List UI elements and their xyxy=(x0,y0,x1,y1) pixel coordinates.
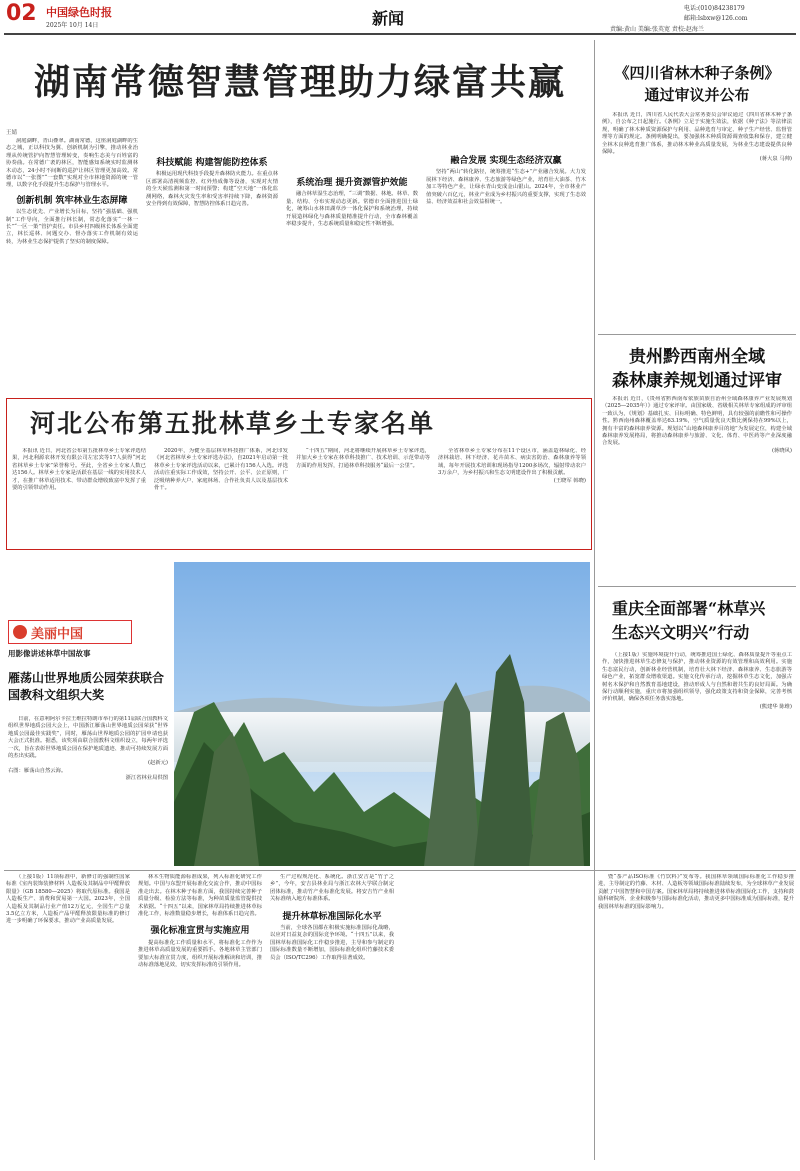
logo-mark-icon xyxy=(13,625,27,639)
guizhou-body: 本报讯 近日，《贵州省黔西南布依族苗族自治州全域森林康养产业发展规划（2025—2035年）》通过专家评审。由国家级、省级相关林草专家组成的评审组一致认为，《规划》基础扎实、目标明确、特色鲜明，具有较强的前瞻性和可操作性。黔西南州森林覆盖率达63.19%，空气质量优良天数比例保持在99%以上，拥有丰富的森林康养资源。规划以“山地森林康养目的地”为发展定位，构建全域森林康养发展格局，将推动森林康养与旅游、文化、体育、中医药等产业深度融合发展。 (蒋晓风) xyxy=(602,396,792,454)
main-col-4: 融合发展 实现生态经济双赢 坚持“两山”转化路径，统筹推进“生态+”产业融合发展。大力发展林下经济、森林康养、生态旅游等绿色产业，培育壮大油茶、竹木加工等特色产业，让绿水青山变成金山银山。2024年，全市林业产值突破六百亿元，林业产业成为乡村振兴的重要支撑，实现了生态效益、经济效益和社会效益相统一。 xyxy=(426,156,586,206)
yandang-mountain-photo xyxy=(174,562,590,866)
hebei-col-4: 全省林草乡土专家分布在11个设区市，涵盖造林绿化、经济林栽培、林下经济、花卉苗木、病虫害防治、森林康养等领域，每年开展技术培训和现场指导1200多场次，辐射带动农户3万余户，为乡村振兴和生态文明建设作出了积极贡献。 (王晓军 韩晓) xyxy=(438,448,586,484)
bottom-subhead-2: 提升林草标准国际化水平 xyxy=(282,911,382,922)
bottom-col-1: （上接1版）11项标准中，新修订的强制性国家标准《室内装饰装修材料 人造板及其制品中甲醛释放限量》（GB 18580—2025）将取代原标准。我国是人造板生产、消费和贸易第一大国。2023年，全国人造板及其制品行业产值12万亿元，全国生产总量3.5亿立方米，人造板产品甲醛释放限量标准的修订进一步明确了环保要求，推动产业高质量发展。 xyxy=(6,874,130,925)
sichuan-rule xyxy=(598,334,796,335)
chongqing-rule xyxy=(598,586,796,587)
main-byline: 王婧 xyxy=(6,130,18,136)
hebei-col-1: 本报讯 近日，河北省公布第五批林草乡土专家评选结果，河北利源农林开发有限公司左宏宾等17人获得“河北省林草乡土专家”荣誉称号。至此，全省乡土专家人数已达156人。林草乡土专家是活跃在基层一线的实用技术人才，在推广林草适用技术、带动群众增收致富中发挥了重要的引领带动作用。 xyxy=(12,448,146,492)
chongqing-headline-1: 重庆全面部署“林草兴 xyxy=(612,599,766,618)
photo-logo xyxy=(8,620,132,644)
column-divider xyxy=(594,40,595,1160)
phone: 电话:(010)84238179 xyxy=(684,5,745,12)
main-subhead-3: 系统治理 提升资源管护效能 xyxy=(296,178,408,188)
main-col-2: 科技赋能 构建智能防控体系 积极运用现代科技手段提升森林防火能力。在重点林区部署高清视频监控、红外热成像等设备，实现对火情的全天候监测和第一时间预警；构建“空天地”一体化监测网络，森林火灾发生率和受害率持续下降，森林资源安全得到有效保障，智慧防控体系日趋完善。 xyxy=(146,158,278,208)
hebei-col-3: “十四五”期间，河北将继续开展林草乡土专家评选，并加大乡土专家在林草科技推广、技术培训、示范带动等方面的作用发挥，打通林草科技服务“最后一公里”。 xyxy=(296,448,430,469)
photo-headline: 雁荡山世界地质公园荣获联合国教科文组织大奖 xyxy=(8,671,165,702)
photo-author: (赵新元) xyxy=(147,760,168,767)
masthead: 中国绿色时报 xyxy=(46,6,112,19)
chongqing-body: （上接1版）实施环境提升行动，统筹推进国土绿化、森林质量提升等重点工作，加快推进林草生态修复与保护，推动林业资源的有效管理和高效利用。实施生态富民行动，创新林业经营机制，培育壮大林下经济、森林康养、生态旅游等绿色产业，拓宽群众增收渠道。实施文化传承行动，挖掘林草生态文化，加强古树名木保护和自然教育基地建设，推动形成人与自然和谐共生的良好局面。为确保行动顺利实施，重庆市将加强组织领导，强化政策支持和资金保障，完善考核评价机制，确保各项任务落实落地。 (熊建华 陈维) xyxy=(602,652,792,710)
guizhou-headline-1: 贵州黔西南州全域 xyxy=(629,347,765,367)
page-number: 02 xyxy=(6,1,37,26)
section-name: 新闻 xyxy=(372,9,405,28)
sichuan-body: 本报讯 近日，四川省人民代表大会常务委员会审议通过《四川省林木种子条例》，自公布之日起施行。《条例》立足于实施生效法，依据《种子法》等法律法规，明确了林木种质资源保护与利用、品种选育与审定、种子生产经营、监督管理等方面的规定。条例明确提出，要加强林木种质资源调查收集和保存，建立健全林木良种选育推广体系，推动林木种业高质量发展，为林业生态建设提供良种保障。 (蒋大泉 马帅) xyxy=(602,112,792,163)
photo-credit: 浙江省林业局供图 xyxy=(125,775,168,782)
chongqing-headline-2: 生态兴文明兴”行动 xyxy=(612,623,750,642)
photo-tagline: 用影像讲述林草中国故事 xyxy=(8,649,91,658)
bottom-subhead-1: 强化标准宣贯与实施应用 xyxy=(150,926,250,937)
issue-date: 2025年 10月 14日 xyxy=(46,22,99,29)
sichuan-headline-2: 通过审议并公布 xyxy=(644,86,750,104)
sichuan-author: (蒋大泉 马帅) xyxy=(759,156,792,163)
hebei-col-2: 2020年，为健全基层林草科技推广体系，河北印发《河北省林草乡土专家评选办法》，自2021年启动第一批林草乡土专家评选活动以来，已累计有156人入选。评选活动注重实际工作成效，坚持公开、公平、公正原则，广泛吸纳种养大户、家庭林场、合作社负责人以及基层技术骨干。 xyxy=(154,448,288,492)
main-subhead-2: 科技赋能 构建智能防控体系 xyxy=(156,158,268,168)
main-headline: 湖南常德智慧管理助力绿富共赢 xyxy=(34,61,567,103)
hebei-headline: 河北公布第五批林草乡土专家名单 xyxy=(30,409,436,438)
sichuan-headline-1: 《四川省林木种子条例》 xyxy=(614,64,780,82)
bottom-col-4: 暨“茶产品ISO标准《竹饮料》”发布等。我国林草领域国际标准化工作稳步推进，主导制定的竹藤、木材、人造板等领域国际标准陆续发布，为全球林草产业发展贡献了中国智慧和中国方案。国家林草局将持续推进林草标准国际化工作，支持和鼓励科研院所、企业积极参与国际标准化活动，推动更多中国标准成为国际标准，提升我国林草标准的国际影响力。 xyxy=(598,874,794,910)
main-col-1: 洞庭湖畔，青山叠翠。湖南常德，这座洞庭湖畔的生态之城，正以科技为翼、创新机制为引擎，推动林业治理从传统管护向智慧管理转变，奏响生态美与百姓富的协奏曲。在常德广袤的林区，智能感知系统实时监测林木动态，24小时不间断的巡护让林区管理更加高效。常德市以“一张图”“一套数”实现对全市林地资源的统一管理，以数字化手段提升生态保护与管理水平。 创新机制 筑牢林业生态屏障 以生态优先、产业增长为目标，坚持“强基础、强机制”工作导向，全面推行林长制，常态化落实“一林一长”“一区一策”管护责任。市县乡村四级林长体系全面建立，林长巡林、问题交办、督办落实工作机制有效运转，为林业生态保护提供了坚实的制度保障。 xyxy=(6,138,138,245)
guizhou-author: (蒋晓风) xyxy=(771,447,792,454)
hebei-author: (王晓军 韩晓) xyxy=(553,477,586,484)
main-col-3: 系统治理 提升资源管护效能 融合林草湿生态治理，“三调”数据、林地、林草、数量、结构、分布实现动态更新。常德市全面推进国土绿化，统筹山水林田湖草沙一体化保护和系统治理，持续开展造林绿化与森林质量精准提升行动，全市森林覆盖率稳步提升，生态系统质量和稳定性不断增强。 xyxy=(286,178,418,228)
main-subhead-1: 创新机制 筑牢林业生态屏障 xyxy=(16,195,128,206)
guizhou-headline-2: 森林康养规划通过评审 xyxy=(612,371,782,391)
photo-caption: 右图：雁荡山自然云海。 xyxy=(8,767,67,774)
main-subhead-4: 融合发展 实现生态经济双赢 xyxy=(450,156,562,166)
header-rule xyxy=(4,33,796,35)
bottom-section-rule xyxy=(4,870,796,871)
bottom-col-2: 林木生物质能源标准成果，列入标准化研究工作规划。中国与东盟开展标准化交流合作，推动中国标准走出去。在林木种子标准方面，我国持续完善种子质量分级、检验方法等标准，为种苗质量监管提供技术依据。“十四五”以来，国家林草局持续推进林草标准化工作，标准数量稳步增长，标准体系日趋完善。 强化标准宣贯与实施应用 提高标准化工作质量和水平，将标准化工作作为推进林草高质量发展的重要抓手。各地林草主管部门要加大标准宣贯力度，组织开展标准解读和培训，推动标准落地见效，切实发挥标准的引领作用。 xyxy=(138,874,262,969)
photo-body: 日前，在意利阿尔卡拉王维拉特朗市举行的第11届联合国教科文组织世界地质公园大会上，中国浙江雁荡山世界地质公园荣获“世界地质公园最佳实践奖”，同时，雁荡山世界地质公园的扩园申请也获大会正式批准。据悉，该奖项由联合国教科文组织设立，每两年评选一次，旨在表彰世界地质公园在保护地质遗迹、推动可持续发展方面的杰出实践。 (赵新元) 右图：雁荡山自然云海。 浙江省林业局供图 xyxy=(8,716,168,782)
logo-text: 美丽中国 xyxy=(31,626,84,642)
email: 邮箱:lsbxw@126.com xyxy=(684,15,748,22)
chongqing-author: (熊建华 陈维) xyxy=(759,703,792,710)
editors: 责编:黄山 美编:张英宽 责校:赵海兰 xyxy=(610,26,704,33)
bottom-col-3: 生产过程规范化、系统化。浙江安吉是“竹子之乡”，今年，安吉县林业局与浙江农林大学联合制定团体标准，推动竹产业标准化发展。将安吉竹产业相关标准纳入地方标准体系。 提升林草标准国际化水平 当前，全球各国都在积极实施标准国际化战略，以应对日益复杂的国际竞争环境。“十四五”以来，我国林草标准国际化工作稳步推进，主导和参与制定的国际标准数量不断增加，国际标准化组织竹藤技术委员会（ISO/TC296）工作取得显著成效。 xyxy=(270,874,394,961)
